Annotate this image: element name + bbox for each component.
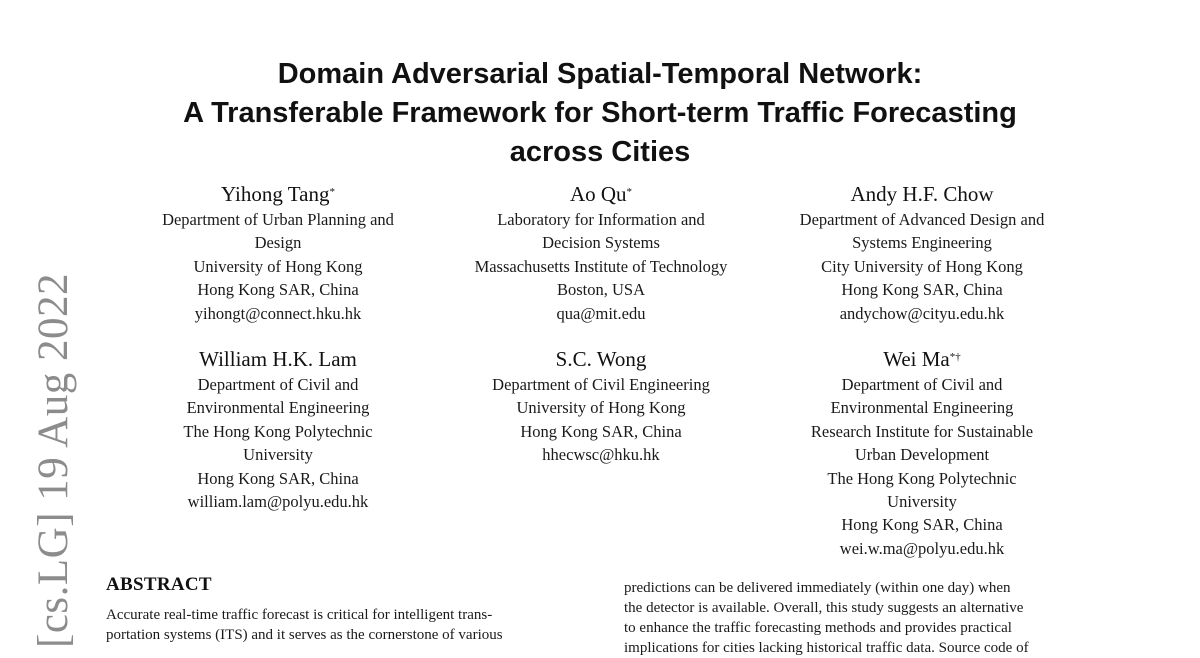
author-block-yihong-tang (118, 181, 438, 325)
affiliation-line: University of Hong Kong (193, 256, 363, 276)
author-mark: * (329, 186, 335, 198)
author-name: S.C. Wong (555, 347, 647, 371)
affiliation-line: Urban Development (854, 445, 990, 465)
affiliation-line: The Hong Kong Polytechnic (183, 421, 373, 441)
affiliation-line: Hong Kong SAR, China (520, 421, 682, 441)
affiliation-line: Design (254, 233, 302, 253)
author-mark: * (626, 186, 633, 198)
title-line: A Transferable Framework for Short-term Traffic Forecasting (183, 97, 1017, 129)
affiliation-line: Hong Kong SAR, China (841, 280, 1003, 300)
abstract-left-column (106, 605, 586, 645)
author-block-sc-wong (441, 346, 761, 467)
author-name: William H.K. Lam (199, 347, 357, 371)
title-line: across Cities (509, 136, 691, 168)
affiliation-line: Massachusetts Institute of Technology (474, 256, 728, 276)
affiliation-line: Research Institute for Sustainable (810, 421, 1034, 441)
abstract-text-line: to enhance the traffic forecasting methods and provides practical (624, 620, 1012, 636)
affiliation-line: University of Hong Kong (516, 398, 686, 418)
paper-title (100, 55, 1100, 172)
author-email: william.lam@polyu.edu.hk (187, 492, 369, 512)
author-block-william-lam (118, 346, 438, 513)
abstract-text-line: portation systems (ITS) and it serves as the cornerstone of various (106, 627, 503, 643)
author-email: hhecwsc@hku.hk (542, 445, 660, 465)
author-name: Wei Ma*† (883, 347, 961, 371)
affiliation-line: Laboratory for Information and (497, 210, 705, 229)
author-email: wei.w.ma@polyu.edu.hk (839, 538, 1005, 558)
author-block-ao-qu (441, 181, 761, 325)
affiliation-line: Boston, USA (556, 280, 646, 300)
abstract-text-line: the detector is available. Overall, this study suggests an alternative (624, 600, 1024, 616)
author-block-wei-ma (762, 346, 1082, 560)
abstract-right-column (624, 578, 1104, 658)
affiliation-line: Systems Engineering (852, 233, 992, 253)
title-line: Domain Adversarial Spatial-Temporal Network: (277, 58, 923, 90)
author-name: Yihong Tang* (221, 182, 335, 206)
affiliation-line: City University of Hong Kong (821, 256, 1023, 276)
affiliation-line: Hong Kong SAR, China (197, 280, 359, 300)
arxiv-identifier-stamp: [cs.LG] 19 Aug 2022 (30, 273, 77, 648)
affiliation-line: Decision Systems (542, 233, 660, 253)
affiliation-line: Department of Urban Planning and (162, 210, 394, 229)
affiliation-line: Department of Civil and (841, 375, 1003, 394)
affiliation-line: University (243, 445, 313, 465)
abstract-heading: ABSTRACT (106, 574, 212, 595)
author-block-andy-chow (762, 181, 1082, 325)
abstract-text-line: implications for cities lacking historical traffic data. Source code of (624, 640, 1029, 656)
affiliation-line: Hong Kong SAR, China (197, 468, 359, 488)
author-name: Andy H.F. Chow (850, 182, 994, 206)
abstract-text-line: predictions can be delivered immediately (within one day) when (624, 580, 1011, 596)
author-name: Ao Qu* (569, 182, 633, 206)
affiliation-line: Department of Civil and (197, 375, 359, 394)
abstract-text-line: Accurate real-time traffic forecast is critical for intelligent trans- (106, 607, 493, 623)
affiliation-line: Department of Civil Engineering (492, 375, 710, 394)
affiliation-line: Environmental Engineering (830, 398, 1014, 418)
affiliation-line: The Hong Kong Polytechnic (827, 468, 1017, 488)
affiliation-line: Department of Advanced Design and (799, 210, 1045, 229)
author-mark: *† (949, 351, 961, 363)
author-email: yihongt@connect.hku.hk (194, 303, 362, 323)
affiliation-line: University (887, 492, 957, 512)
affiliation-line: Hong Kong SAR, China (841, 515, 1003, 535)
author-email: qua@mit.edu (556, 303, 646, 323)
affiliation-line: Environmental Engineering (186, 398, 370, 418)
author-email: andychow@cityu.edu.hk (839, 303, 1005, 323)
